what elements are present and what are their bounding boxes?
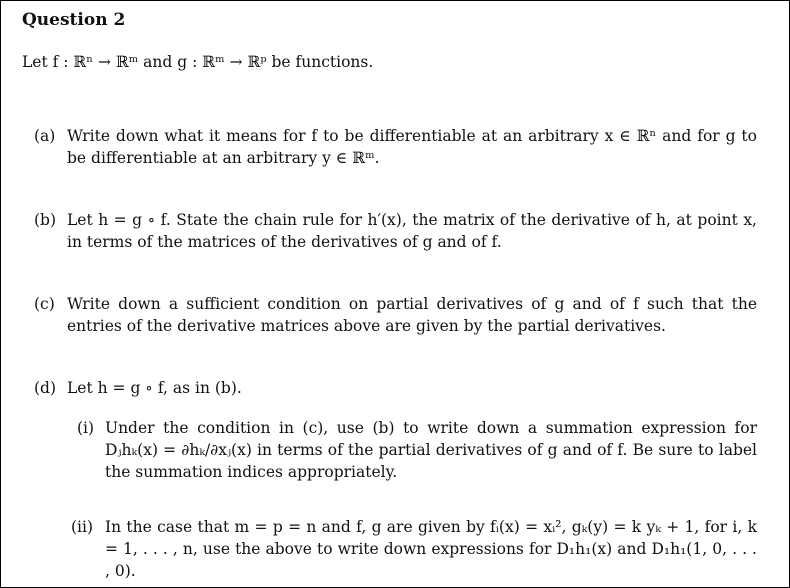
part-d-ii-label: (ii)	[71, 518, 94, 536]
part-d-i-label: (i)	[77, 419, 95, 437]
part-a-text: Write down what it means for f to be differentiable at an arbitrary x ∈ ℝⁿ and for g to be differentiable at an arbitrary y ∈ ℝᵐ.	[67, 127, 757, 167]
part-b-text: Let h = g ∘ f. State the chain rule for h′(x), the matrix of the derivative of h, at point x, in terms of the matrices of the derivatives of g and of f.	[67, 211, 757, 251]
part-b-label: (b)	[34, 211, 57, 229]
part-d-i-text: Under the condition in (c), use (b) to write down a summation expression for Dⱼhₖ(x) = ∂hₖ/∂xⱼ(x) in terms of the partial derivatives of g and of f. Be sure to label the summation indices appropriately.	[105, 419, 757, 481]
question-title: Question 2	[22, 10, 126, 30]
question-intro: Let f : ℝⁿ → ℝᵐ and g : ℝᵐ → ℝᵖ be functions.	[22, 53, 374, 71]
part-c-label: (c)	[34, 295, 55, 313]
part-d-ii-text: In the case that m = p = n and f, g are given by fᵢ(x) = xᵢ², gₖ(y) = k yₖ + 1, for i, k = 1, . . . , n, use the above to write down expressions for D₁h₁(x) and D₁h₁(1, 0, . . . , 0).	[105, 518, 757, 580]
part-d-label: (d)	[34, 379, 57, 397]
part-a-label: (a)	[34, 127, 56, 145]
part-d-text: Let h = g ∘ f, as in (b).	[67, 379, 242, 397]
part-c-text: Write down a sufficient condition on partial derivatives of g and of f such that the entries of the derivative matrices above are given by the partial derivatives.	[67, 295, 757, 335]
